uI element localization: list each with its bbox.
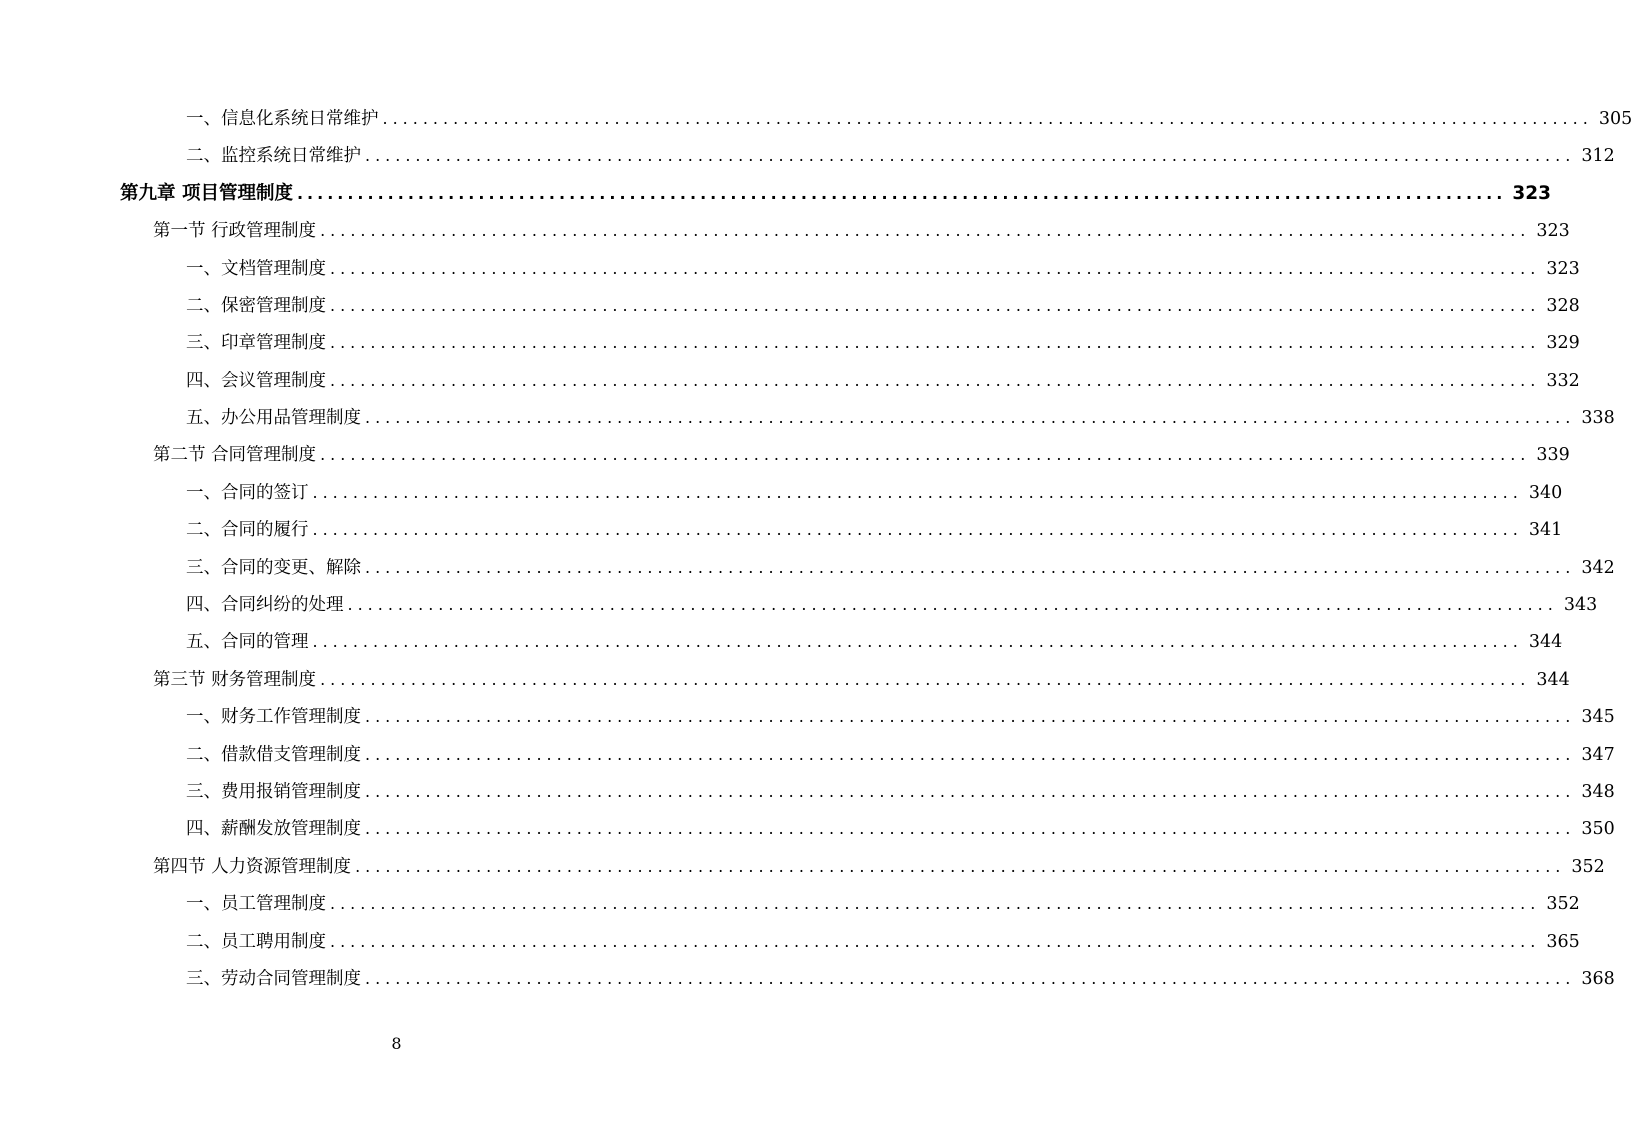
toc-entry-title: 第二节 合同管理制度 — [153, 445, 317, 466]
toc-entry-page-number: 339 — [1536, 445, 1570, 466]
toc-entry-line — [0, 894, 1580, 915]
toc-entry-page-number: 342 — [1581, 557, 1615, 578]
toc-entry-page-number: 352 — [1546, 894, 1580, 915]
toc-entry-item[interactable] — [0, 325, 1580, 362]
dot-leader: ........................................................................................................................ — [347, 595, 1558, 615]
toc-entry-title: 一、合同的签订 — [186, 482, 309, 503]
toc-entry-line — [0, 482, 1563, 503]
toc-entry-title: 第三节 财务管理制度 — [153, 669, 317, 690]
toc-entry-page-number: 323 — [1546, 258, 1580, 279]
toc-entry-line — [0, 707, 1615, 728]
dot-leader: ........................................................................................................................ — [320, 445, 1531, 465]
toc-entry-item[interactable] — [0, 774, 1615, 811]
dot-leader: ........................................................................................................................ — [330, 258, 1541, 278]
dot-leader: ........................................................................................................................ — [312, 632, 1523, 652]
toc-entry-line — [0, 669, 1570, 690]
toc-entry-page-number: 347 — [1581, 744, 1615, 765]
toc-entry-page-number: 323 — [1536, 221, 1570, 242]
toc-entry-section[interactable] — [0, 849, 1605, 886]
toc-entry-line — [0, 258, 1580, 279]
toc-entry-line — [0, 445, 1570, 466]
toc-entry-section[interactable] — [0, 438, 1570, 475]
dot-leader: ........................................................................................................................ — [320, 669, 1531, 689]
toc-entry-title: 第九章 项目管理制度 — [120, 183, 293, 205]
toc-entry-item[interactable] — [0, 961, 1615, 998]
toc-entry-item[interactable] — [0, 251, 1580, 288]
toc-entry-page-number: 305 — [1598, 108, 1632, 129]
toc-entry-line — [0, 221, 1570, 242]
toc-entry-page-number: 338 — [1581, 408, 1615, 429]
toc-entry-title: 三、劳动合同管理制度 — [186, 968, 361, 989]
dot-leader: ........................................................................................................................ — [365, 146, 1576, 166]
toc-entry-page-number: 323 — [1512, 183, 1551, 205]
toc-entry-chapter[interactable] — [0, 176, 1551, 213]
toc-entry-line — [0, 856, 1605, 877]
toc-entry-item[interactable] — [0, 550, 1615, 587]
toc-entry-line — [0, 333, 1580, 354]
toc-entry-page-number: 344 — [1528, 632, 1563, 653]
toc-entry-line — [0, 370, 1580, 391]
toc-entry-line — [0, 295, 1580, 316]
toc-entry-title: 第一节 行政管理制度 — [153, 221, 317, 242]
dot-leader: ........................................................................................................................ — [296, 184, 1507, 204]
dot-leader: ........................................................................................................................ — [365, 707, 1576, 727]
toc-entry-line — [0, 744, 1615, 765]
toc-entry-line — [0, 557, 1615, 578]
toc-entry-item[interactable] — [0, 924, 1580, 961]
toc-entry-title: 四、会议管理制度 — [186, 370, 326, 391]
dot-leader: ........................................................................................................................ — [312, 520, 1523, 540]
toc-entry-item[interactable] — [0, 624, 1563, 661]
dot-leader: ........................................................................................................................ — [365, 408, 1576, 428]
toc-entry-title: 一、信息化系统日常维护 — [186, 108, 379, 129]
toc-entry-item[interactable] — [0, 512, 1563, 549]
toc-entry-page-number: 352 — [1571, 856, 1605, 877]
toc-entry-page-number: 350 — [1581, 819, 1615, 840]
toc-entry-item[interactable] — [0, 400, 1615, 437]
toc-entry-title: 二、员工聘用制度 — [186, 931, 326, 952]
toc-entry-line — [0, 146, 1615, 167]
toc-entry-page-number: 332 — [1546, 370, 1580, 391]
toc-entry-page-number: 344 — [1536, 669, 1570, 690]
toc-entry-page-number: 341 — [1528, 520, 1563, 541]
dot-leader: ........................................................................................................................ — [330, 295, 1541, 315]
toc-entry-item[interactable] — [0, 101, 1632, 138]
dot-leader: ........................................................................................................................ — [320, 221, 1531, 241]
dot-leader: ........................................................................................................................ — [365, 557, 1576, 577]
page-number: 8 — [391, 1034, 402, 1053]
toc-entry-item[interactable] — [0, 737, 1615, 774]
toc-entry-title: 五、办公用品管理制度 — [186, 408, 361, 429]
dot-leader: ........................................................................................................................ — [365, 968, 1576, 988]
dot-leader: ........................................................................................................................ — [330, 370, 1541, 390]
dot-leader: ........................................................................................................................ — [330, 333, 1541, 353]
toc-entry-title: 三、合同的变更、解除 — [186, 557, 361, 578]
toc-entry-title: 四、合同纠纷的处理 — [186, 595, 344, 616]
toc-entry-item[interactable] — [0, 138, 1615, 175]
dot-leader: ........................................................................................................................ — [365, 819, 1576, 839]
toc-entry-title: 三、费用报销管理制度 — [186, 781, 361, 802]
toc-entry-page-number: 340 — [1528, 482, 1563, 503]
toc-entry-item[interactable] — [0, 699, 1615, 736]
toc-entry-title: 一、财务工作管理制度 — [186, 707, 361, 728]
toc-entry-item[interactable] — [0, 886, 1580, 923]
toc-entry-title: 二、监控系统日常维护 — [186, 146, 361, 167]
toc-entry-page-number: 365 — [1546, 931, 1580, 952]
dot-leader: ........................................................................................................................ — [330, 894, 1541, 914]
toc-entry-section[interactable] — [0, 662, 1570, 699]
toc-entry-title: 第四节 人力资源管理制度 — [153, 856, 352, 877]
toc-entry-line — [0, 595, 1598, 616]
toc-entry-title: 二、借款借支管理制度 — [186, 744, 361, 765]
dot-leader: ........................................................................................................................ — [330, 931, 1541, 951]
toc-entry-line — [0, 183, 1551, 205]
toc-entry-page-number: 328 — [1546, 295, 1580, 316]
toc-entry-line — [0, 819, 1615, 840]
toc-entry-item[interactable] — [0, 288, 1580, 325]
toc-entry-item[interactable] — [0, 363, 1580, 400]
toc-entry-item[interactable] — [0, 587, 1598, 624]
toc-entry-line — [0, 408, 1615, 429]
toc-entry-page-number: 343 — [1563, 595, 1598, 616]
toc-entry-title: 二、保密管理制度 — [186, 295, 326, 316]
toc-entry-line — [0, 108, 1632, 129]
toc-entry-page-number: 368 — [1581, 968, 1615, 989]
toc-entry-item[interactable] — [0, 475, 1563, 512]
dot-leader: ........................................................................................................................ — [312, 482, 1523, 502]
toc-entry-title: 一、员工管理制度 — [186, 894, 326, 915]
dot-leader: ........................................................................................................................ — [365, 781, 1576, 801]
toc-entry-line — [0, 632, 1563, 653]
dot-leader: ........................................................................................................................ — [382, 108, 1593, 128]
toc-entry-title: 五、合同的管理 — [186, 632, 309, 653]
toc-entry-line — [0, 931, 1580, 952]
toc-entry-title: 一、文档管理制度 — [186, 258, 326, 279]
toc-entry-section[interactable] — [0, 213, 1570, 250]
toc-entry-item[interactable] — [0, 811, 1615, 848]
toc-entry-line — [0, 520, 1563, 541]
toc-entry-title: 三、印章管理制度 — [186, 333, 326, 354]
toc-entry-page-number: 312 — [1581, 146, 1615, 167]
toc-entry-page-number: 348 — [1581, 781, 1615, 802]
toc-entry-line — [0, 781, 1615, 802]
toc-entry-title: 四、薪酬发放管理制度 — [186, 819, 361, 840]
toc-entry-page-number: 329 — [1546, 333, 1580, 354]
dot-leader: ........................................................................................................................ — [355, 856, 1566, 876]
table-of-contents — [0, 101, 1632, 998]
dot-leader: ........................................................................................................................ — [365, 744, 1576, 764]
toc-entry-title: 二、合同的履行 — [186, 520, 309, 541]
toc-entry-page-number: 345 — [1581, 707, 1615, 728]
toc-entry-line — [0, 968, 1615, 989]
